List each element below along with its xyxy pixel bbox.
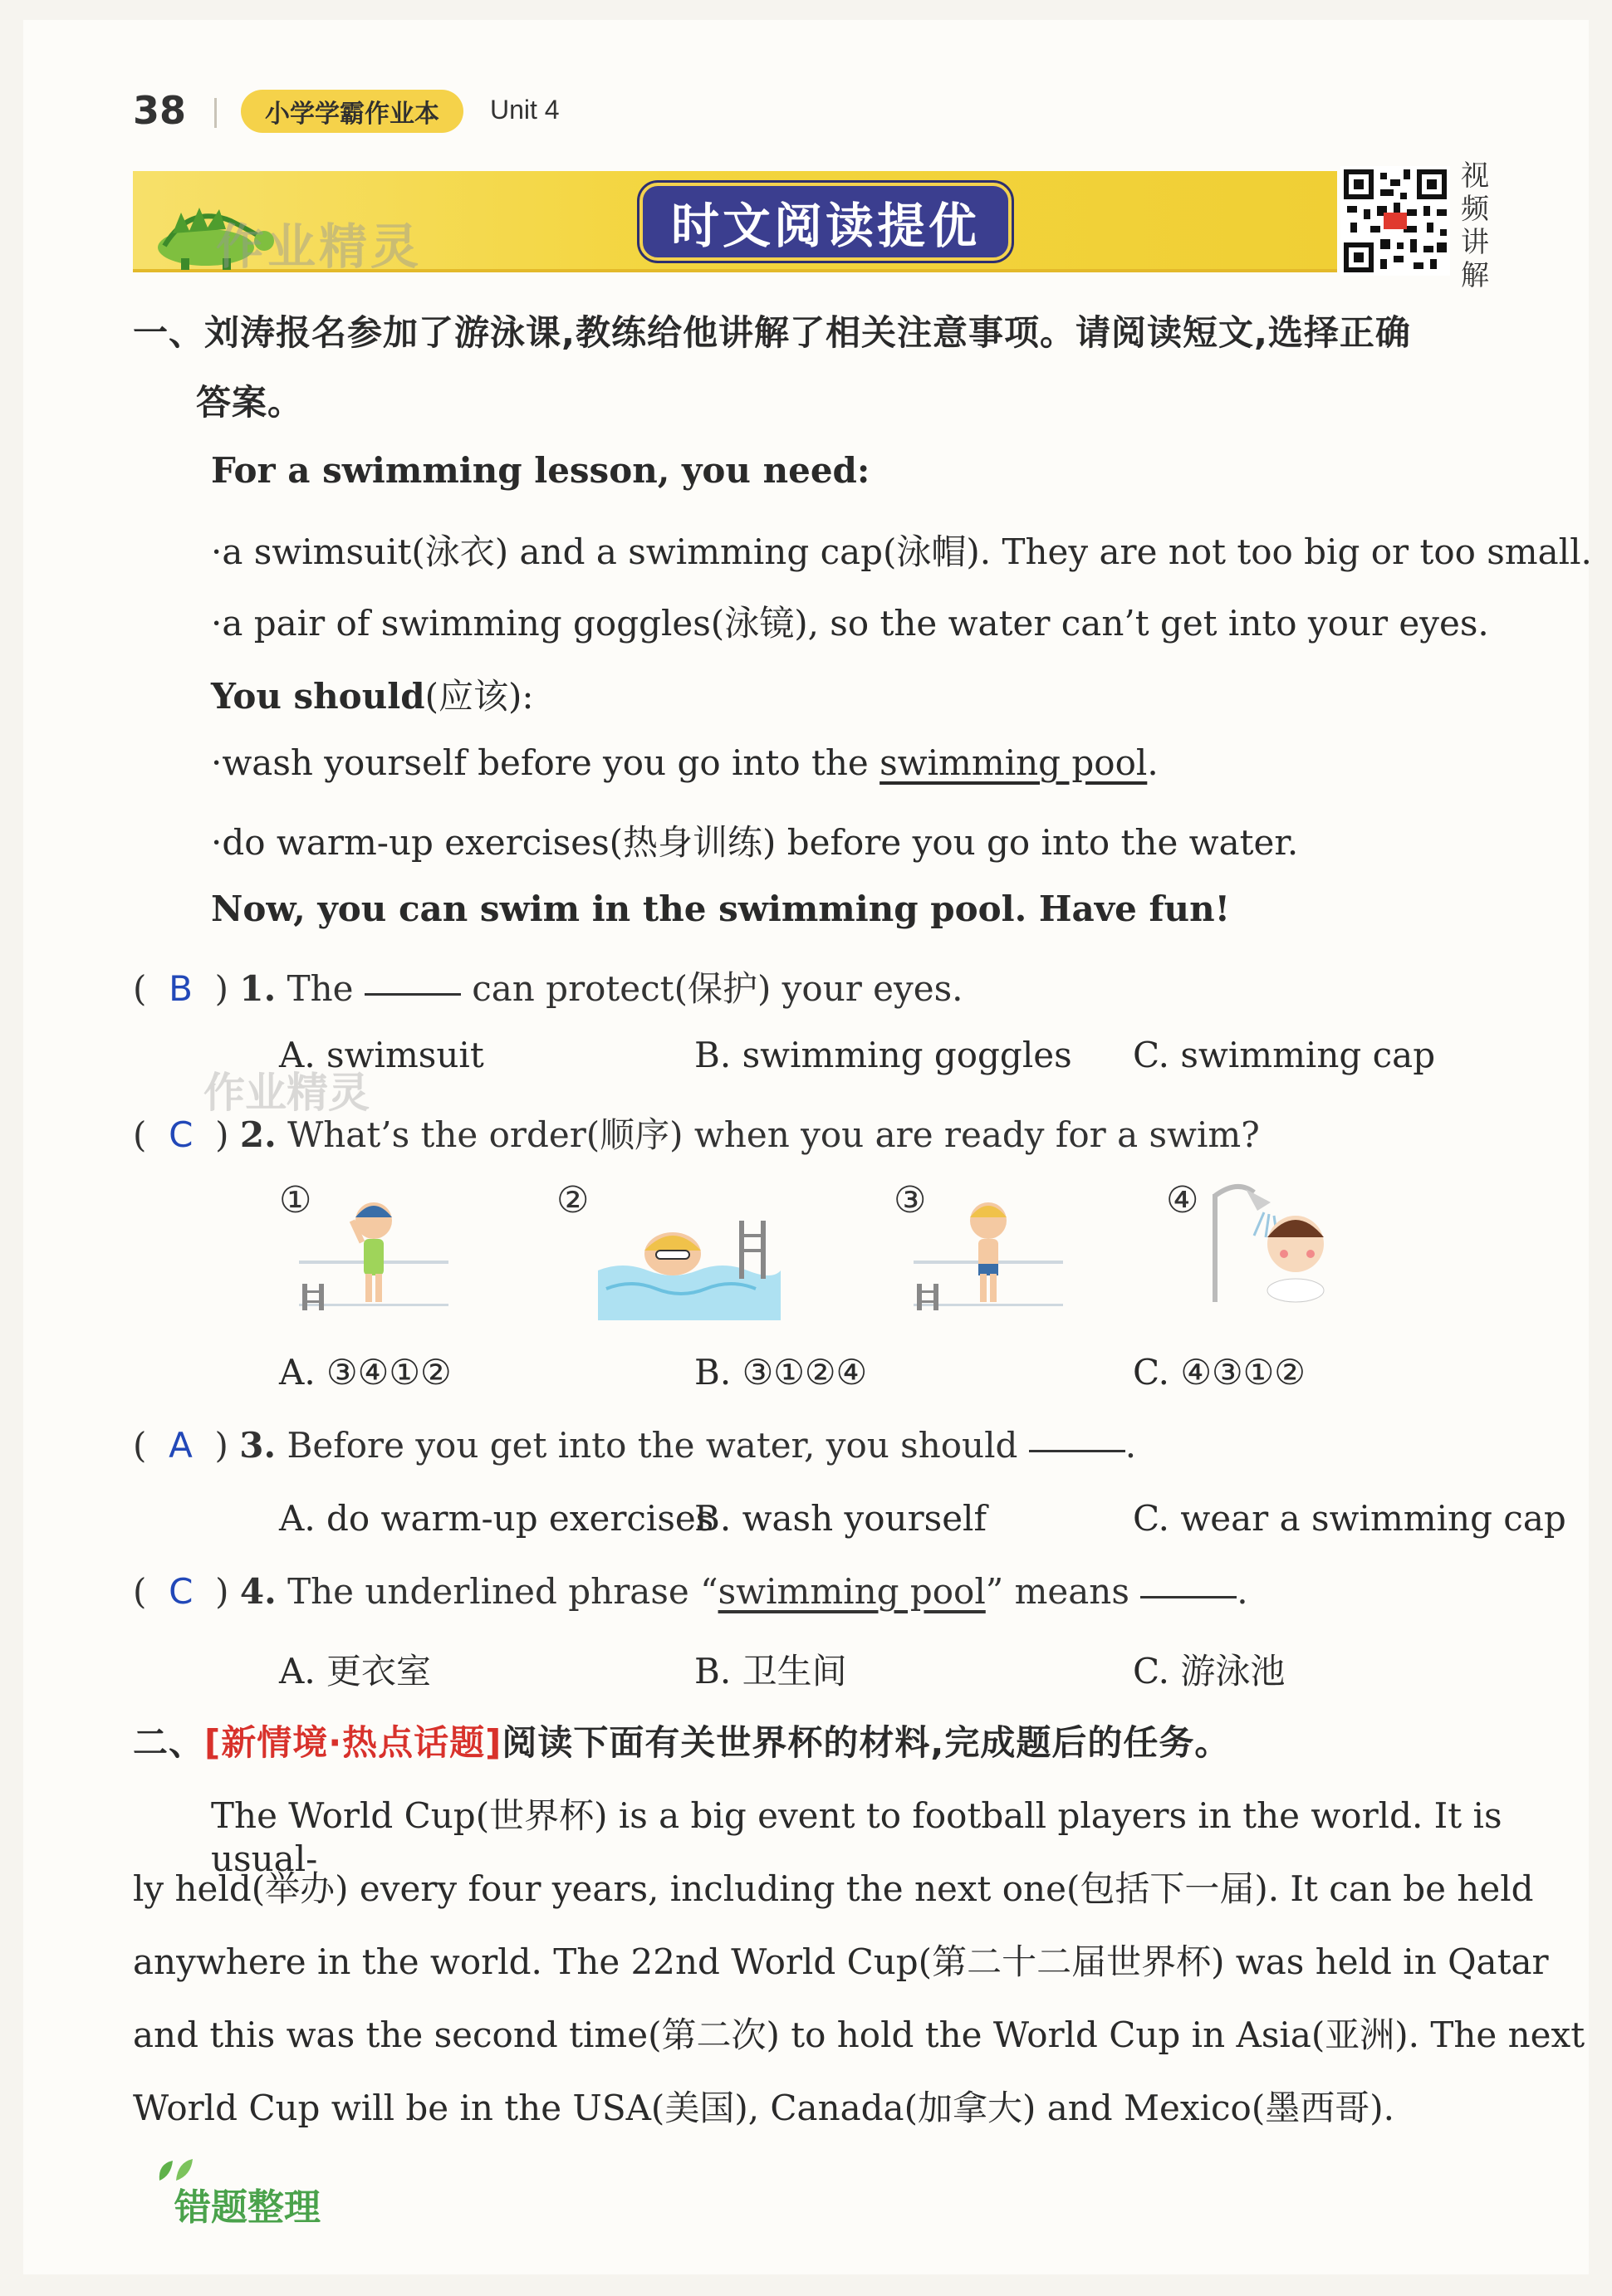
passage-heading: You should(应该):	[211, 676, 534, 717]
passage-line: The World Cup(世界杯) is a big event to football players in the world. It is usual-	[211, 1795, 1502, 1879]
answer: C	[169, 1114, 194, 1155]
qr-code-icon[interactable]	[1340, 166, 1450, 276]
unit-label: Unit 4	[490, 95, 560, 125]
passage-item: ·wash yourself before you go into the swimming pool.	[211, 742, 1159, 783]
header-divider	[214, 98, 217, 128]
passage-line: anywhere in the world. The 22nd World Cup(第二十二届世界杯) was held in Qatar	[133, 1941, 1549, 1982]
watermark: 作业精灵	[216, 218, 423, 275]
option-a: A. swimsuit	[279, 1035, 484, 1075]
question-3: ( A ) 3. Before you get into the water, you should .	[133, 1425, 1137, 1466]
option-b: B. swimming goggles	[694, 1035, 1072, 1075]
passage-item: ·a swimsuit(泳衣) and a swimming cap(泳帽). They are not too big or too small.	[211, 531, 1592, 572]
swimming-boy-icon	[598, 1196, 781, 1329]
book-label: 小学学霸作业本	[241, 90, 463, 133]
passage-closing: Now, you can swim in the swimming pool. Have fun!	[211, 889, 1231, 929]
passage-line: World Cup will be in the USA(美国), Canada(加拿大) and Mexico(墨西哥).	[133, 2088, 1394, 2128]
error-notes-label: 错题整理	[174, 2186, 321, 2229]
option-b: B. wash yourself	[694, 1498, 987, 1539]
option-a: A. do warm-up exercises	[279, 1498, 714, 1539]
answer: C	[169, 1571, 194, 1612]
picture-number: ③	[894, 1179, 927, 1221]
underlined-phrase: swimming pool	[718, 1571, 986, 1612]
shower-boy-icon	[1204, 1177, 1370, 1310]
section1-instruction-cont: 答案。	[196, 382, 304, 423]
option-a: A. ③④①②	[279, 1352, 452, 1393]
picture-number: ②	[556, 1179, 590, 1221]
option-c: C. ④③①②	[1133, 1352, 1306, 1393]
answer: B	[169, 968, 193, 1009]
boy-standing-pool-icon	[905, 1187, 1071, 1320]
section-title: 时文阅读提优	[639, 183, 1012, 261]
section1-instruction: 一、刘涛报名参加了游泳课,教练给他讲解了相关注意事项。请阅读短文,选择正确	[133, 312, 1411, 353]
option-a: A. 更衣室	[279, 1651, 432, 1691]
passage-item: ·a pair of swimming goggles(泳镜), so the water can’t get into your eyes.	[211, 603, 1489, 644]
passage-item: ·do warm-up exercises(热身训练) before you go into the water.	[211, 822, 1299, 863]
picture-number: ④	[1166, 1179, 1199, 1221]
topic-tag: [新情境·热点话题]	[204, 1722, 502, 1763]
option-c: C. wear a swimming cap	[1133, 1498, 1566, 1539]
answer-blank	[1140, 1596, 1237, 1598]
picture-number: ①	[279, 1179, 312, 1221]
option-b: B. 卫生间	[694, 1651, 847, 1691]
option-c: C. swimming cap	[1133, 1035, 1436, 1075]
section2-instruction: 二、[新情境·热点话题]阅读下面有关世界杯的材料,完成题后的任务。	[133, 1722, 1231, 1763]
question-2: ( C ) 2. What’s the order(顺序) when you are ready for a swim?	[133, 1114, 1260, 1155]
video-explain-label: 视 频 讲 解	[1461, 159, 1489, 292]
option-b: B. ③①②④	[694, 1352, 868, 1393]
passage-line: and this was the second time(第二次) to hold the World Cup in Asia(亚洲). The next	[133, 2015, 1585, 2055]
passage-line: ly held(举办) every four years, including the next one(包括下一届). It can be held	[133, 1868, 1534, 1909]
option-c: C. 游泳池	[1133, 1651, 1286, 1691]
answer-blank	[1029, 1450, 1125, 1452]
answer: A	[169, 1425, 193, 1466]
underlined-phrase: swimming pool	[879, 742, 1148, 783]
answer-blank	[365, 993, 461, 996]
passage-heading: For a swimming lesson, you need:	[211, 450, 870, 491]
page-number: 38	[133, 88, 187, 133]
watermark: 作业精灵	[203, 1069, 370, 1117]
boy-with-cap-pool-icon	[291, 1187, 457, 1320]
question-4: ( C ) 4. The underlined phrase “swimming pool” means .	[133, 1571, 1248, 1612]
question-1: ( B ) 1. The can protect(保护) your eyes.	[133, 968, 963, 1009]
